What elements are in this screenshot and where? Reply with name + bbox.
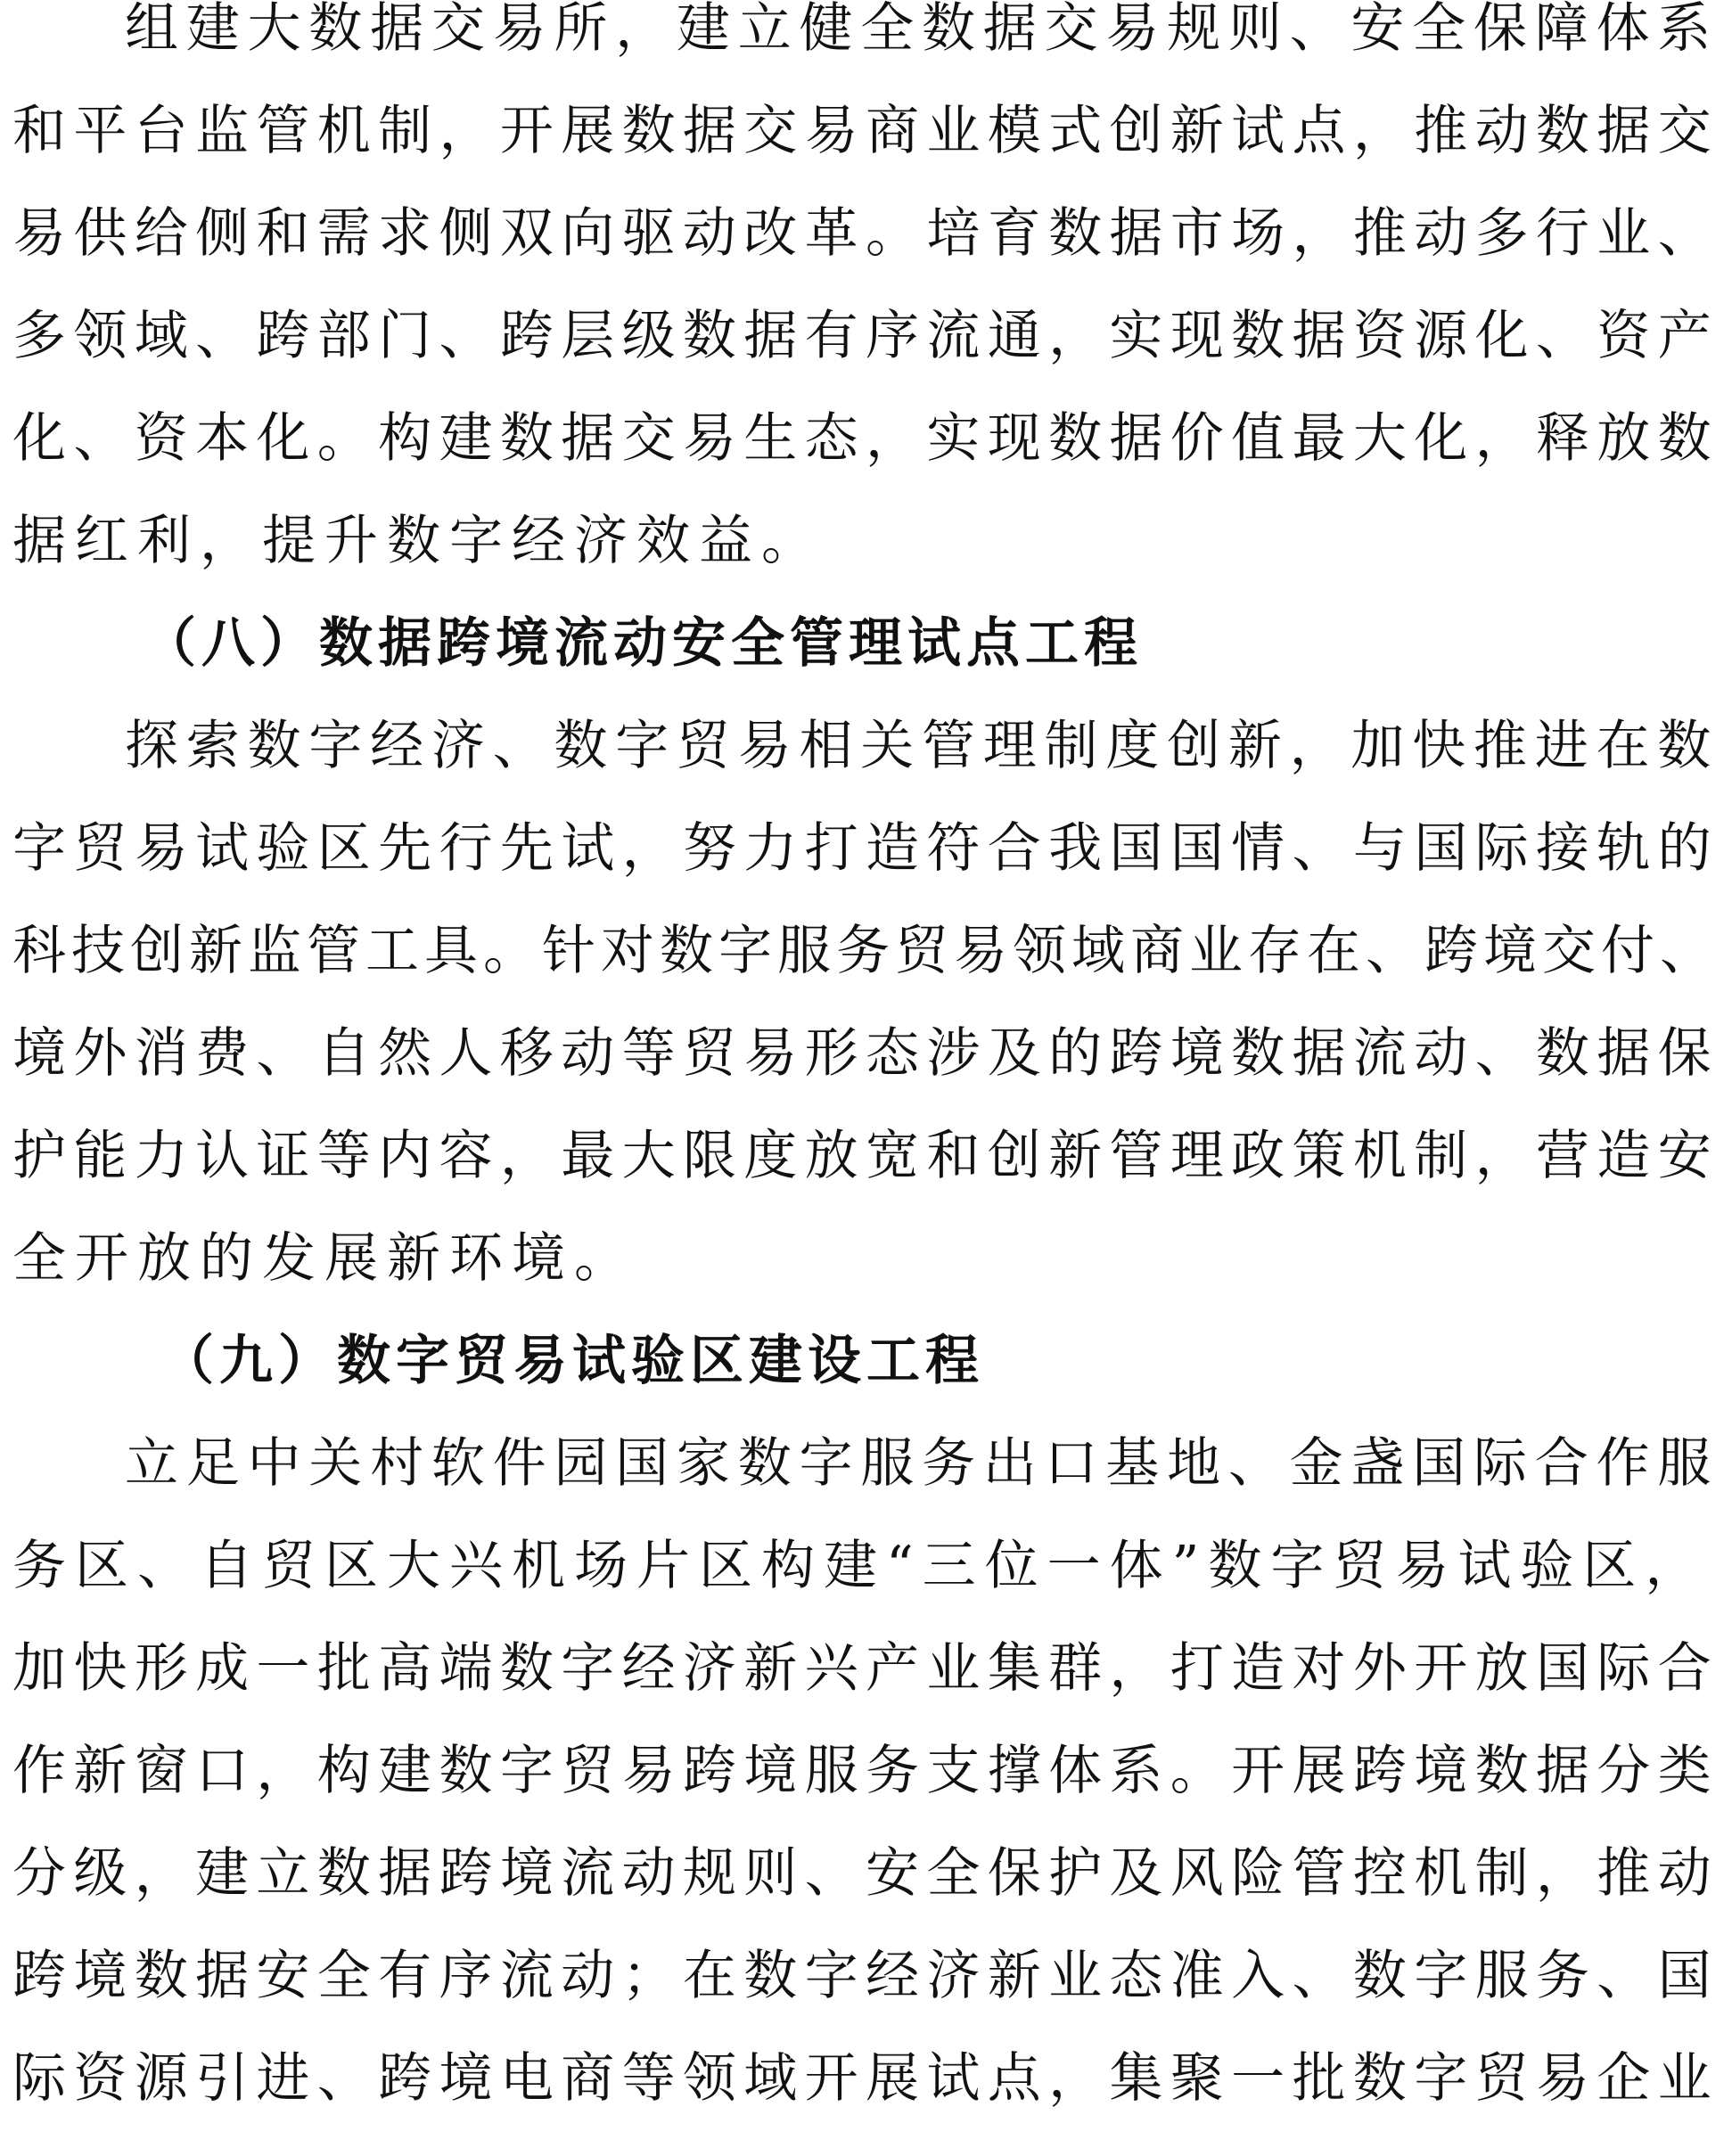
section-heading: （九）数字贸易试验区建设工程 xyxy=(160,1330,984,1392)
paragraph-line: 组建大数据交易所，建立健全数据交易规则、安全保障体系 xyxy=(125,0,1719,60)
paragraph-line: 跨境数据安全有序流动；在数字经济新业态准入、数字服务、国 xyxy=(12,1945,1719,2007)
paragraph-line: 务区、自贸区大兴机场片区构建“三位一体”数字贸易试验区， xyxy=(12,1535,1708,1597)
paragraph-line: 易供给侧和需求侧双向驱动改革。培育数据市场，推动多行业、 xyxy=(12,202,1719,265)
paragraph-line: 际资源引进、跨境电商等领域开展试点，集聚一批数字贸易企业 xyxy=(12,2047,1719,2110)
paragraph-line: 分级，建立数据跨境流动规则、安全保护及风险管控机制，推动 xyxy=(12,1842,1719,1905)
paragraph-line: 和平台监管机制，开展数据交易商业模式创新试点，推动数据交 xyxy=(12,100,1719,162)
paragraph-line: 立足中关村软件园国家数字服务出口基地、金盏国际合作服 xyxy=(125,1432,1719,1495)
paragraph-line: 境外消费、自然人移动等贸易形态涉及的跨境数据流动、数据保 xyxy=(12,1022,1719,1085)
paragraph-line: 护能力认证等内容，最大限度放宽和创新管理政策机制，营造安 xyxy=(12,1125,1719,1187)
paragraph-line: 加快形成一批高端数字经济新兴产业集群，打造对外开放国际合 xyxy=(12,1637,1719,1700)
paragraph-line: 科技创新监管工具。针对数字服务贸易领域商业存在、跨境交付、 xyxy=(12,920,1719,982)
paragraph-line: 多领域、跨部门、跨层级数据有序流通，实现数据资源化、资产 xyxy=(12,305,1719,367)
section-heading: （八）数据跨境流动安全管理试点工程 xyxy=(143,612,1143,675)
paragraph-line: 字贸易试验区先行先试，努力打造符合我国国情、与国际接轨的 xyxy=(12,817,1719,880)
paragraph-line: 作新窗口，构建数字贸易跨境服务支撑体系。开展跨境数据分类 xyxy=(12,1740,1719,1802)
paragraph-line: 探索数字经济、数字贸易相关管理制度创新，加快推进在数 xyxy=(125,715,1719,777)
paragraph-line: 化、资本化。构建数据交易生态，实现数据价值最大化，释放数 xyxy=(12,407,1719,470)
paragraph-line: 据红利，提升数字经济效益。 xyxy=(12,510,824,572)
paragraph-line: 全开放的发展新环境。 xyxy=(12,1227,636,1290)
